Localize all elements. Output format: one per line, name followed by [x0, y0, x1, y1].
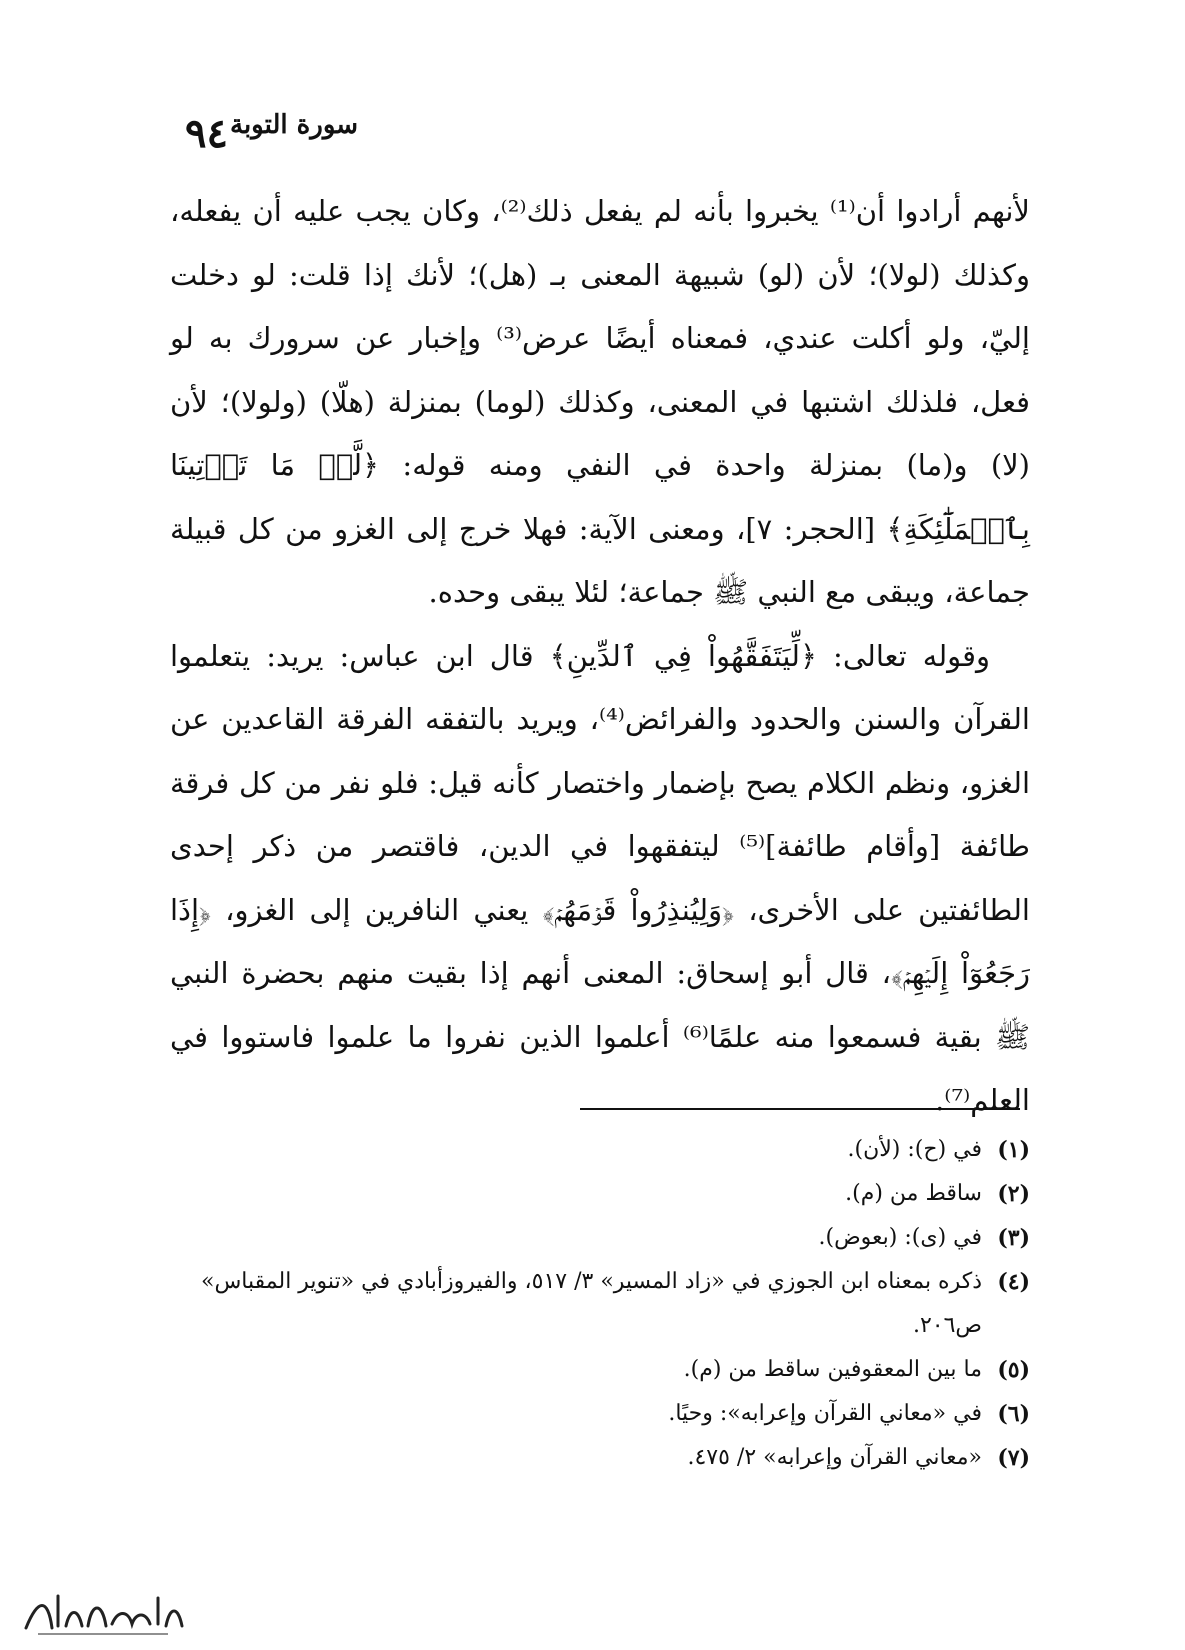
- footnote-text: في «معاني القرآن وإعرابه»: وحيًا.: [668, 1401, 982, 1426]
- footnote-number: (٢): [997, 1181, 1030, 1207]
- footnote-text: في (ى): (بعوض).: [818, 1225, 982, 1250]
- footnote-item: [140, 1392, 1030, 1436]
- footnote-number: (٥): [997, 1357, 1030, 1383]
- footnote-item: [140, 1128, 1030, 1172]
- page-number: ٩٤: [185, 110, 228, 157]
- footnote-text: ذكره بمعناه ابن الجوزي في «زاد المسير» ٣/ ٥١٧، والفيروزأبادي في «تنوير المقباس» ص٢٠٦.: [200, 1269, 982, 1338]
- footnote-number: (١): [997, 1137, 1030, 1163]
- footnote-item: [140, 1436, 1030, 1480]
- footnotes: [140, 1128, 1030, 1480]
- footnote-number: (٣): [997, 1225, 1030, 1251]
- calligraphy-logo-icon: [18, 1588, 188, 1640]
- footnote-number: (٧): [997, 1445, 1030, 1471]
- footnote-number: (٤): [997, 1269, 1030, 1295]
- footnote-text: في (ح): (لأن).: [847, 1137, 982, 1162]
- footnote-number: (٦): [997, 1401, 1030, 1427]
- footnote-item: [140, 1348, 1030, 1392]
- footnote-text: «معاني القرآن وإعرابه» ٢/ ٤٧٥.: [687, 1445, 982, 1470]
- publisher-logo: [18, 1588, 188, 1640]
- footnote-text: ما بين المعقوفين ساقط من (م).: [683, 1357, 982, 1382]
- footnote-item: [140, 1172, 1030, 1216]
- paragraph-1: لأنهم أرادوا أن⁽¹⁾ يخبروا بأنه لم يفعل ذلك⁽²⁾، وكان يجب عليه أن يفعله، وكذلك (لولا)؛ لأن (لو) شبيهة المعنى بـ (هل)؛ لأنك إذا قلت: لو دخلت إليّ، ولو أكلت عندي، فمعناه أيضًا عرض⁽³⁾ وإخبار عن سرورك به لو فعل، فلذلك اشتبها في المعنى، وكذلك (لوما) بمنزلة (هلّا) (ولولا)؛ لأن (لا) و(ما) بمنزلة واحدة في النفي ومنه قوله: ﴿لَّوۡ مَا تَأۡتِينَا بِٱلۡمَلَٰٓئِكَةِ﴾ [الحجر: ٧]، ومعنى الآية: فهلا خرج إلى الغزو من كل قبيلة جماعة، ويبقى مع النبي ﷺ جماعة؛ لئلا يبقى وحده.: [170, 194, 1030, 609]
- running-header-title: سورة التوبة: [230, 110, 359, 140]
- footnote-separator: [580, 1108, 1020, 1110]
- footnote-item: [140, 1216, 1030, 1260]
- footnote-item: [140, 1260, 1030, 1348]
- main-text: [170, 180, 1030, 1133]
- paragraph-2: وقوله تعالى: ﴿لِّيَتَفَقَّهُواْ فِي ٱلدِّينِ﴾ قال ابن عباس: يريد: يتعلموا القرآن والسنن والحدود والفرائض⁽⁴⁾، ويريد بالتفقه الفرقة القاعدين عن الغزو، ونظم الكلام يصح بإضمار واختصار كأنه قيل: فلو نفر من كل فرقة طائفة [وأقام طائفة]⁽⁵⁾ ليتفقهوا في الدين، فاقتصر من ذكر إحدى الطائفتين على الأخرى، ﴿وَلِيُنذِرُواْ قَوۡمَهُمۡ﴾ يعني النافرين إلى الغزو، ﴿إِذَا رَجَعُوٓاْ إِلَيۡهِمۡ﴾، قال أبو إسحاق: المعنى أنهم إذا بقيت منهم بحضرة النبي ﷺ بقية فسمعوا منه علمًا⁽⁶⁾ أعلموا الذين نفروا ما علموا فاستووا في العلم⁽⁷⁾.: [170, 638, 1031, 1117]
- footnote-text: ساقط من (م).: [845, 1181, 982, 1206]
